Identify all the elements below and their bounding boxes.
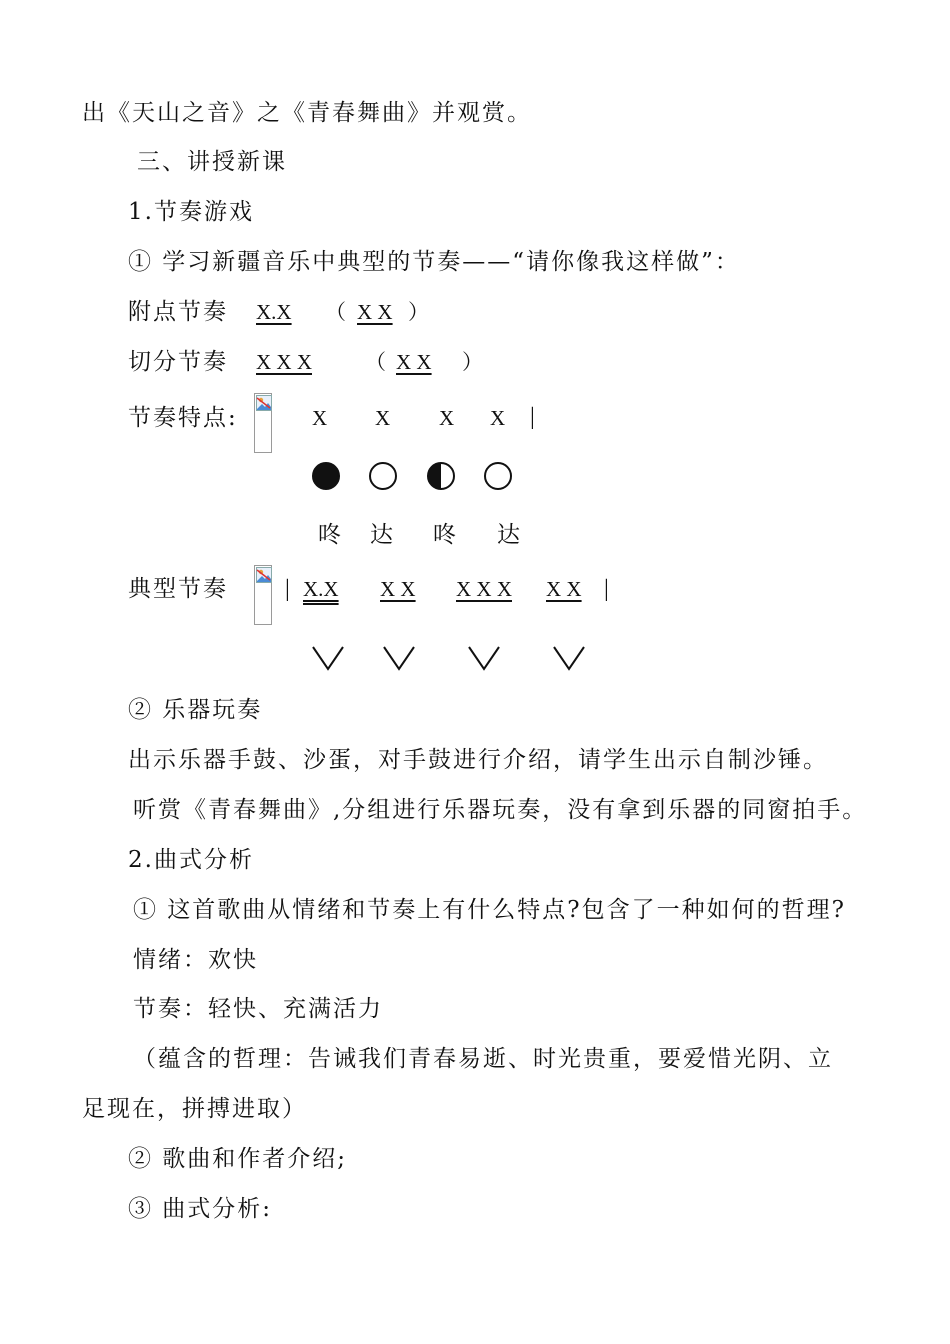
subheading-form-analysis: 2.曲式分析: [128, 847, 254, 873]
feature-note-1: X: [312, 406, 328, 430]
text-line-20: ③ 曲式分析:: [128, 1196, 273, 1222]
accent-v-icon: [467, 645, 501, 671]
text-line-12: 听赏《青春舞曲》,分组进行乐器玩奏，没有拿到乐器的同窗拍手。: [133, 797, 868, 823]
subheading-rhythm-game: 1.节奏游戏: [128, 199, 254, 225]
half-filled-circle-icon: [427, 462, 455, 490]
text-line-14: ① 这首歌曲从情绪和节奏上有什么特点?包含了一种如何的哲理?: [133, 897, 846, 923]
section-heading: 三、讲授新课: [137, 149, 287, 175]
syllable-dong-1: 咚: [318, 522, 341, 548]
text-line-philosophy-cont: 足现在，拼搏进取）: [82, 1096, 307, 1122]
syncopated-rhythm-alt: X X: [396, 350, 432, 374]
text-line-4: ① 学习新疆音乐中典型的节奏——“请你像我这样做”：: [128, 249, 740, 275]
text-line-11: 出示乐器手鼓、沙蛋，对手鼓进行介绍，请学生出示自制沙锤。: [128, 747, 828, 773]
accent-v-icon: [552, 645, 586, 671]
feature-note-2: X: [375, 406, 391, 430]
typical-rhythm-label: 典型节奏: [128, 576, 228, 602]
typical-barline-close: |: [604, 576, 609, 602]
broken-image-icon: [254, 393, 272, 453]
text-line-philosophy: （蕴含的哲理：告诫我们青春易逝、时光贵重，要爱惜光阴、立: [133, 1046, 833, 1072]
dotted-paren-close: ）: [408, 300, 429, 324]
syllable-da-1: 达: [370, 522, 393, 548]
feature-barline: |: [530, 404, 535, 430]
text-line-1: 出《天山之音》之《青春舞曲》并观赏。: [82, 100, 532, 126]
accent-v-icon: [382, 645, 416, 671]
accent-v-icon: [311, 645, 345, 671]
syncopated-rhythm-label: 切分节奏: [128, 349, 228, 375]
typical-group-1: X.X: [303, 577, 339, 601]
text-line-19: ② 歌曲和作者介绍;: [128, 1146, 348, 1172]
empty-circle-icon: [484, 462, 512, 490]
dotted-paren-open: （: [325, 300, 346, 324]
filled-circle-icon: [312, 462, 340, 490]
dotted-rhythm-main: X.X: [256, 300, 292, 324]
typical-group-4: X X: [546, 577, 582, 601]
typical-barline-open: |: [285, 576, 290, 602]
syncopated-rhythm-main: X X X: [256, 350, 312, 374]
feature-note-3: X: [439, 406, 455, 430]
text-line-emotion: 情绪：欢快: [133, 947, 258, 973]
feature-note-4: X: [490, 406, 506, 430]
dotted-rhythm-alt: X X: [357, 300, 393, 324]
rhythm-feature-label: 节奏特点:: [128, 405, 238, 431]
text-line-rhythm: 节奏：轻快、充满活力: [133, 996, 383, 1022]
typical-group-3: X X X: [456, 577, 512, 601]
subheading-instrument-play: ② 乐器玩奏: [128, 697, 263, 723]
broken-image-icon: [254, 565, 272, 625]
syllable-dong-2: 咚: [433, 522, 456, 548]
empty-circle-icon: [369, 462, 397, 490]
dotted-rhythm-label: 附点节奏: [128, 299, 228, 325]
syncopated-paren-close: ）: [462, 350, 483, 374]
syncopated-paren-open: （: [365, 350, 386, 374]
typical-group-2: X X: [380, 577, 416, 601]
syllable-da-2: 达: [497, 522, 520, 548]
